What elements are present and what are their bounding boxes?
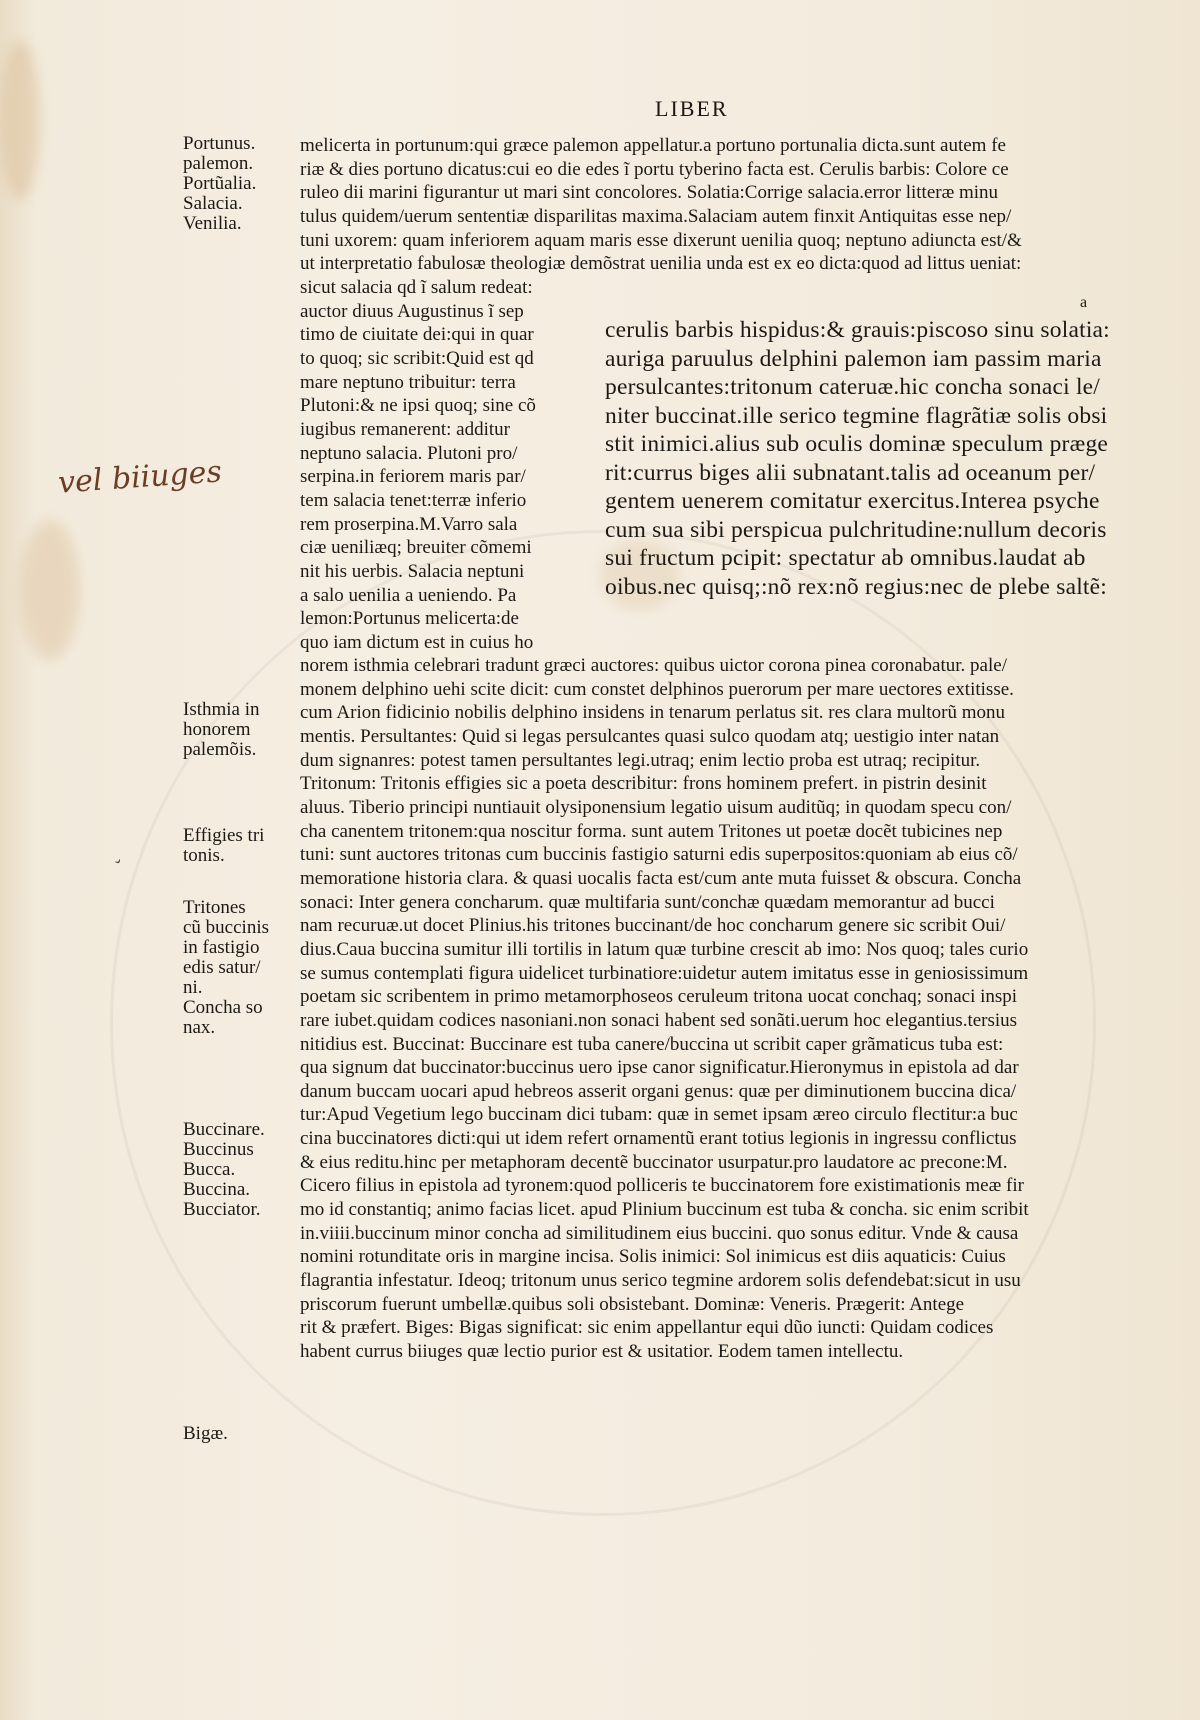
text-line: ut interpretatio fabulosæ theologiæ demõstrat uenilia unda est ex eo dicta:quod ad littus ueniat: xyxy=(300,253,1022,275)
text-line: lemon:Portunus melicerta:de xyxy=(300,608,519,630)
gloss-line: Bigæ. xyxy=(183,1423,228,1444)
text-line: ciæ ueniliæq; breuiter cõmemi xyxy=(300,537,532,559)
gloss-line: Isthmia in xyxy=(183,699,260,720)
gloss-line: Buccinare. xyxy=(183,1119,265,1140)
running-header: LIBER xyxy=(655,96,729,121)
text-line: mentis. Persultantes: Quid si legas persulcantes quasi sulco quodam atq; uestigio inter natan xyxy=(300,725,1000,747)
text-line: mare neptuno tribuitur: terra xyxy=(300,371,516,393)
text-line: to quoq; sic scribit:Quid est qd xyxy=(300,347,534,369)
gloss-line: palemõis. xyxy=(183,739,257,760)
commentary-bottom xyxy=(300,654,1150,1364)
text-line: norem isthmia celebrari tradunt græci auctores: quibus uictor corona pinea coronabatur. pale/ xyxy=(300,655,1007,676)
marginal-gloss xyxy=(183,898,269,1038)
marginal-gloss xyxy=(183,826,264,866)
gloss-line: Buccina. xyxy=(183,1179,251,1200)
gloss-line: cũ buccinis xyxy=(183,917,270,938)
text-line: timo de ciuitate dei:qui in quar xyxy=(300,324,534,346)
gloss-line: Buccinus xyxy=(183,1139,254,1160)
text-line: melicerta in portunum:qui græce palemon appellatur.a portuno portunalia dicta.sunt autem fe xyxy=(300,135,1006,156)
gloss-line: ni. xyxy=(183,977,203,998)
text-line: danum buccam uocari apud hebreos asserit organi genus: quæ per diminutionem buccina dica/ xyxy=(300,1080,1017,1102)
gloss-line: Salacia. xyxy=(183,193,243,214)
text-line: cha canentem tritonem:qua noscitur forma. sunt autem Tritones ut poetæ docẽt tubicines nep xyxy=(300,820,1003,842)
text-line: persulcantes:tritonum cateruæ.hic concha sonaci le/ xyxy=(605,374,1101,400)
text-line: aluus. Tiberio principi nuntiauit olysiponensium legatio uisum auditũq; in quodam specu con/ xyxy=(300,796,1012,818)
handwritten-annotation: vel biiuges xyxy=(56,454,223,501)
gloss-line: Portũalia. xyxy=(183,173,257,194)
text-line: mo id constantiq; animo facias licet. apud Plinium buccinum est tuba & concha. sic enim scribit xyxy=(300,1199,1029,1221)
main-text-apuleius xyxy=(605,316,1150,601)
marginal-gloss xyxy=(183,700,260,760)
text-line: auctor diuus Augustinus ĩ sep xyxy=(300,300,524,322)
text-line: dius.Caua buccina sumitur illi tortilis in latum quæ turbine crescit ab imo: Nos quoq; tales curio xyxy=(300,938,1029,960)
marginal-mark: ˇ xyxy=(113,855,129,877)
text-line: flagrantia infestatur. Ideoq; tritonum unus serico tegmine ardorem solis defendebat:sicut in usu xyxy=(300,1270,1021,1292)
commentary-narrow-column xyxy=(300,276,590,655)
text-line: sui fructum pcipit: spectatur ab omnibus.laudat ab xyxy=(605,545,1086,571)
gloss-line: Concha so xyxy=(183,997,263,1018)
gloss-line: Bucciator. xyxy=(183,1199,261,1220)
paper-stain xyxy=(20,520,80,660)
gloss-line: honorem xyxy=(183,719,251,740)
gloss-line: Portunus. xyxy=(183,133,256,154)
text-line: rem proserpina.M.Varro sala xyxy=(300,513,518,535)
text-line: qua signum dat buccinator:buccinus uero ipse canor significatur.Hieronymus in epistola ad dar xyxy=(300,1057,1019,1079)
text-line: sicut salacia qd ĩ salum redeat: xyxy=(300,277,533,298)
gloss-line: tonis. xyxy=(183,845,225,866)
marginal-gloss xyxy=(183,134,256,234)
text-line: cerulis barbis hispidus:& grauis:piscoso sinu solatia: xyxy=(605,317,1110,343)
text-line: riæ & dies portuno dicatus:cui eo die edes ĩ portu tyberino facta est. Cerulis barbis: Colore ce xyxy=(300,158,1009,180)
text-line: monem delphino uehi scite dicit: cum constet delphinos puerorum per mare uectores extitisse. xyxy=(300,678,1014,700)
text-line: nit his uerbis. Salacia neptuni xyxy=(300,560,525,582)
text-line: Cicero filius in epistola ad tyronem:quod polliceris te buccinatorem fore existimationis meæ fir xyxy=(300,1175,1024,1197)
text-line: & eius reditu.hinc per metaphoram decentẽ buccinator usurpatur.pro laudatore ac precone:M. xyxy=(300,1151,1008,1173)
marginal-gloss xyxy=(183,1120,265,1220)
text-line: tuni uxorem: quam inferiorem aquam maris esse dixerunt uenilia quoq; neptuno adiuncta est/& xyxy=(300,229,1022,251)
text-line: oibus.nec quisq;:nõ rex:nõ regius:nec de plebe saltẽ: xyxy=(605,573,1108,600)
text-line: tem salacia tenet:terræ inferio xyxy=(300,489,527,511)
gloss-line: Bucca. xyxy=(183,1159,236,1180)
paper-stain xyxy=(0,40,40,200)
text-line: nam recuruæ.ut docet Plinius.his tritones buccinant/de hoc concharum genere sic scribit Oui/ xyxy=(300,915,1006,937)
text-line: stit inimici.alius sub oculis dominæ speculum præge xyxy=(605,431,1109,457)
gloss-line: palemon. xyxy=(183,153,254,174)
text-line: nitidius est. Buccinat: Buccinare est tuba canere/buccina ut scribit caper grãmaticus tuba est: xyxy=(300,1033,1004,1055)
text-line: in.viiii.buccinum minor concha ad similitudinem eius buccini. quo sonus editur. Vnde & causa xyxy=(300,1222,1019,1244)
text-line: rit:currus biges alii subnatant.talis ad oceanum per/ xyxy=(605,459,1096,486)
text-line: cina buccinatores dicti:qui ut idem refert ornamentũ erant totius legionis in ingressu conflictus xyxy=(300,1128,1017,1150)
text-line: serpina.in feriorem maris par/ xyxy=(300,466,526,488)
text-line: rit & præfert. Biges: Bigas significat: sic enim appellantur equi dũo iuncti: Quidam codices xyxy=(300,1317,994,1339)
text-line: poetam sic scribentem in primo metamorphoseos ceruleum tritona uocat conchaq; sonaci inspi xyxy=(300,986,1018,1008)
text-line: ruleo dii marini figurantur ut mari sint concolores. Solatia:Corrige salacia.error litteræ minu xyxy=(300,182,999,204)
text-line: Tritonum: Tritonis effigies sic a poeta describitur: frons hominem prefert. in pistrin desinit xyxy=(300,773,987,795)
text-line: Plutoni:& ne ipsi quoq; sine cõ xyxy=(300,395,536,417)
text-line: tur:Apud Vegetium lego buccinam dici tubam: quæ in semet ipsam æreo circulo flectitur:a buc xyxy=(300,1104,1018,1126)
text-line: cum Arion fidicinio nobilis delphino insidens in tenarum perlatus sit. res clara multorũ monu xyxy=(300,702,1005,724)
gloss-line: in fastigio xyxy=(183,937,260,958)
gloss-line: edis satur/ xyxy=(183,957,261,978)
gloss-line: Effigies tri xyxy=(183,825,265,846)
text-line: auriga paruulus delphini palemon iam passim maria xyxy=(605,345,1102,372)
text-line: cum sua sibi perspicua pulchritudine:nullum decoris xyxy=(605,516,1107,543)
text-line: tuni: sunt auctores tritonas cum buccinis fastigio saturni edis superpositos:quoniam ab eius cõ/ xyxy=(300,844,1018,866)
marginal-gloss xyxy=(183,1424,228,1444)
text-line: gentem uenerem comitatur exercitus.Interea psyche xyxy=(605,488,1100,514)
text-line: dum signanres: potest tamen persultantes legi.utraq; enim lectio proba est utraq; recipitur. xyxy=(300,749,981,771)
gloss-line: nax. xyxy=(183,1017,216,1038)
text-line: a salo uenilia a ueniendo. Pa xyxy=(300,584,517,606)
text-line: sonaci: Inter genera concharum. quæ multifaria sunt/conchæ quædam memorantur ad bucci xyxy=(300,891,995,913)
text-line: niter buccinat.ille serico tegmine flagrãtiæ solis obsi xyxy=(605,402,1108,429)
text-line: quo iam dictum est in cuius ho xyxy=(300,631,534,653)
gloss-line: Venilia. xyxy=(183,213,242,234)
text-line: se sumus contemplati figura uidelicet turbinatiore:uidetur autem imitatus esse in geniosissimum xyxy=(300,962,1029,984)
text-line: nomini rotunditate oris in margine incisa. Solis inimici: Sol inimicus est diis aquaticis: Cuius xyxy=(300,1246,1006,1268)
text-line: rare iubet.quidam codices nasoniani.non sonaci habent sed sonãti.uerum hoc elegantius.tersius xyxy=(300,1009,1018,1031)
text-line: memoratione historia clara. & quasi uocalis facta est/cum ante muta fuisset & obscura. Concha xyxy=(300,867,1022,889)
text-line: priscorum fuerunt umbellæ.quibus soli obsistebant. Dominæ: Veneris. Prægerit: Antege xyxy=(300,1293,965,1315)
text-line: iugibus remanerent: additur xyxy=(300,418,510,440)
insertion-mark: a xyxy=(1080,294,1088,311)
gloss-line: Tritones xyxy=(183,897,246,918)
text-line: tulus quidem/uerum sententiæ disparilitas maxima.Salaciam autem finxit Antiquitas esse nep/ xyxy=(300,205,1012,227)
text-line: neptuno salacia. Plutoni pro/ xyxy=(300,442,518,464)
text-line: habent currus biiuges quæ lectio purior est & usitatior. Eodem tamen intellectu. xyxy=(300,1341,904,1363)
commentary-top xyxy=(300,134,1150,276)
